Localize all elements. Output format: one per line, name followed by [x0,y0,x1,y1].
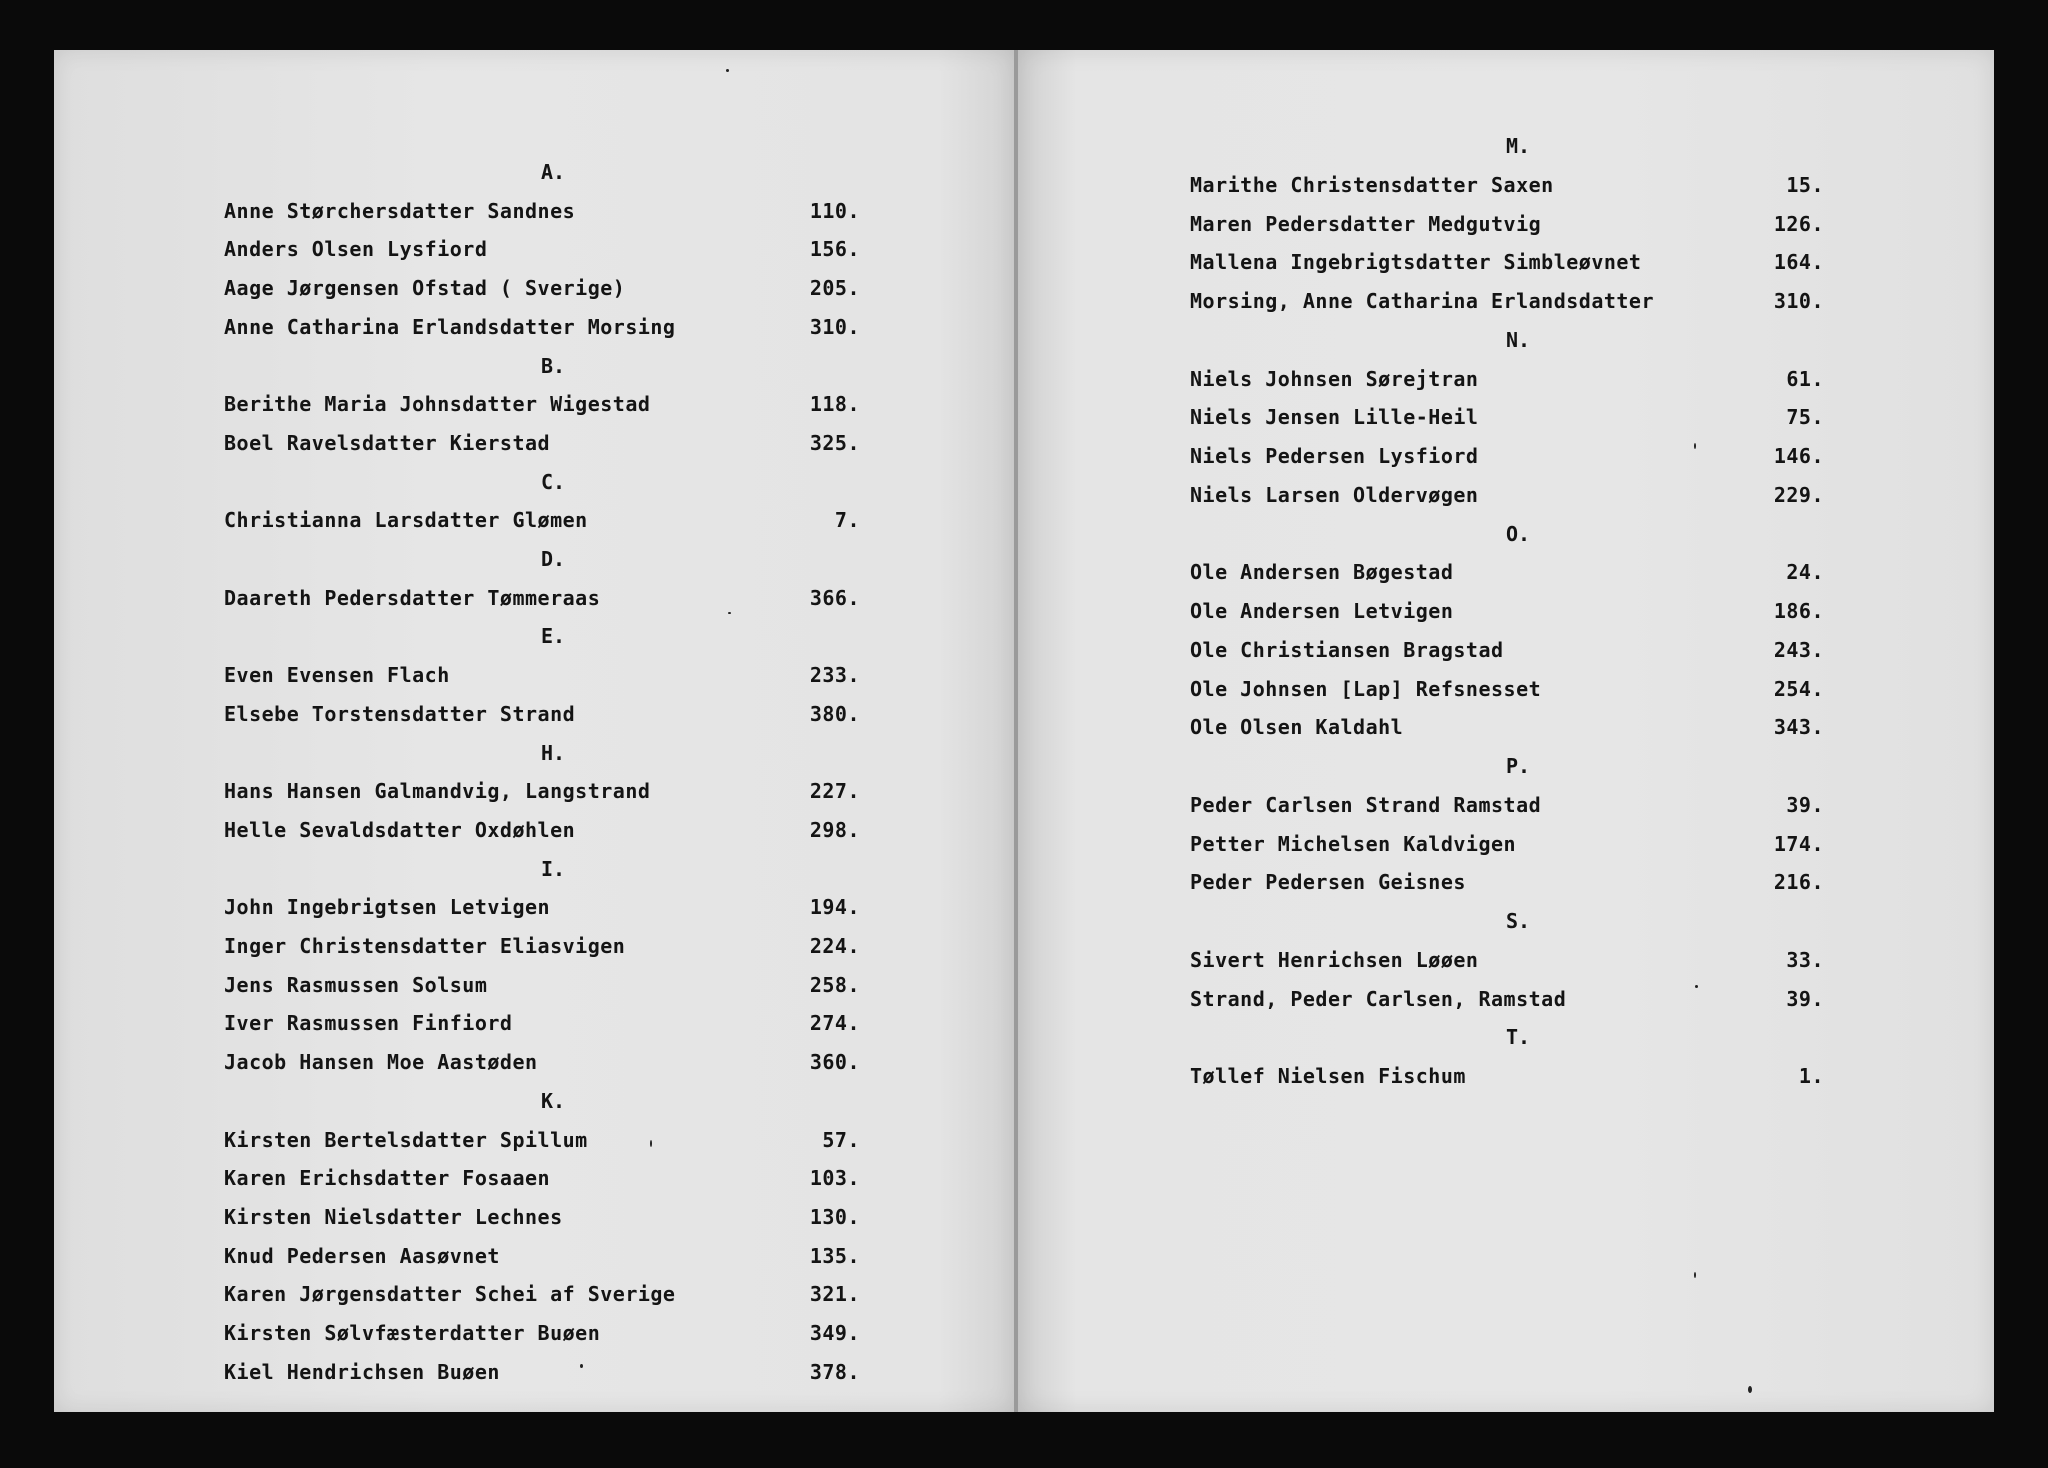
entry-name: Jens Rasmussen Solsum [224,972,488,997]
entry-page-number: 310. [1773,289,1824,313]
entry-page-number: 7. [834,508,860,533]
section-letter: O. [1505,521,1531,546]
index-entry [224,695,860,734]
entry-page-number: 126. [1773,211,1824,236]
dust-speck [1695,985,1698,988]
entry-name: Christianna Larsdatter Glømen [224,508,588,533]
entry-page-number: 15. [1786,172,1824,197]
index-entry [1190,941,1824,980]
index-entry [224,424,860,463]
entry-name: Even Evensen Flach [224,663,450,688]
index-entry [1190,282,1824,321]
entry-name: Morsing, Anne Catharina Erlandsdatter [1190,289,1655,313]
index-entry [224,1353,860,1392]
entry-name: Anne Størchersdatter Sandnes [224,198,576,223]
dust-speck [728,612,731,614]
entry-page-number: 380. [809,701,860,726]
entry-page-number: 33. [1786,947,1824,972]
entry-name: Kiel Hendrichsen Buøen [224,1359,500,1384]
index-entry [224,1004,860,1043]
index-entry [1190,592,1824,631]
index-entry [1190,360,1824,399]
entry-name: Kirsten Sølvfæsterdatter Buøen [224,1321,601,1345]
index-entry [224,1198,860,1237]
index-entry [1190,631,1824,670]
entry-name: Niels Larsen Oldervøgen [1190,482,1479,507]
section-letter: K. [540,1088,566,1113]
section-letter: C. [540,469,566,494]
entry-page-number: 254. [1773,676,1824,701]
section-letter: T. [1505,1025,1531,1050]
right-index-list [1018,50,1994,1412]
entry-name: Kirsten Bertelsdatter Spillum [224,1127,588,1152]
entry-page-number: 1. [1798,1064,1824,1088]
entry-page-number: 57. [822,1127,860,1152]
entry-page-number: 24. [1786,560,1824,585]
index-entry [224,888,860,927]
section-letter: E. [540,624,566,649]
dust-speck [1748,1386,1752,1393]
entry-name: Sivert Henrichsen Løøen [1190,947,1479,972]
entry-page-number: 229. [1773,482,1824,507]
entry-name: Ole Olsen Kaldahl [1190,715,1404,740]
index-entry [224,772,860,811]
index-entry [1190,243,1824,282]
entry-page-number: 243. [1773,637,1824,662]
entry-name: Karen Erichsdatter Fosaaen [224,1166,551,1191]
index-entry [224,656,860,695]
index-entry [224,927,860,966]
entry-name: Mallena Ingebrigtsdatter Simbleøvnet [1190,250,1642,275]
left-page [54,50,1015,1412]
index-entry [1190,670,1824,709]
index-entry [224,269,860,308]
entry-name: Niels Johnsen Sørejtran [1190,366,1479,391]
entry-name: Tøllef Nielsen Fischum [1190,1064,1466,1088]
entry-page-number: 103. [809,1166,860,1191]
entry-page-number: 61. [1786,366,1824,391]
index-entry [1190,437,1824,476]
index-entry [224,1314,860,1353]
entry-name: Niels Pedersen Lysfiord [1190,444,1479,468]
index-entry [1190,1057,1824,1096]
section-letter: H. [540,740,566,765]
section-letter: M. [1505,134,1531,158]
index-entry [224,385,860,424]
entry-page-number: 378. [809,1359,860,1384]
index-entry [1190,166,1824,205]
index-entry [224,308,860,347]
entry-name: Peder Pedersen Geisnes [1190,870,1466,895]
entry-name: Daareth Pedersdatter Tømmeraas [224,585,601,610]
entry-name: Inger Christensdatter Eliasvigen [224,934,626,958]
index-entry [1190,825,1824,864]
index-entry [224,1159,860,1198]
entry-page-number: 310. [809,314,860,339]
index-entry [1190,863,1824,902]
entry-page-number: 156. [809,237,860,262]
entry-name: Peder Carlsen Strand Ramstad [1190,792,1542,817]
dust-speck [650,1140,652,1147]
entry-page-number: 130. [809,1204,860,1229]
entry-page-number: 274. [809,1011,860,1036]
index-entry [224,811,860,850]
index-entry [224,579,860,618]
index-entry [224,966,860,1005]
entry-name: Boel Ravelsdatter Kierstad [224,430,551,455]
entry-page-number: 135. [809,1243,860,1268]
entry-page-number: 321. [809,1282,860,1307]
right-page [1018,50,1994,1412]
entry-name: Ole Andersen Letvigen [1190,599,1454,623]
section-letter: D. [540,547,566,571]
entry-name: Hans Hansen Galmandvig, Langstrand [224,779,651,804]
index-entry [1190,708,1824,747]
entry-name: Strand, Peder Carlsen, Ramstad [1190,986,1567,1011]
entry-name: John Ingebrigtsen Letvigen [224,895,551,920]
entry-page-number: 186. [1773,599,1824,623]
entry-name: Kirsten Nielsdatter Lechnes [224,1204,563,1229]
entry-page-number: 39. [1786,792,1824,817]
entry-name: Maren Pedersdatter Medgutvig [1190,211,1542,236]
entry-page-number: 366. [809,585,860,610]
entry-name: Ole Andersen Bøgestad [1190,560,1454,585]
left-index-list [54,50,1015,1412]
index-entry [224,192,860,231]
entry-page-number: 360. [809,1050,860,1075]
entry-page-number: 233. [809,663,860,688]
dust-speck [1694,443,1696,449]
entry-page-number: 39. [1786,986,1824,1011]
entry-name: Helle Sevaldsdatter Oxdøhlen [224,817,576,842]
entry-name: Petter Michelsen Kaldvigen [1190,831,1517,856]
entry-name: Anne Catharina Erlandsdatter Morsing [224,314,676,339]
section-letter: P. [1505,754,1531,778]
entry-page-number: 227. [809,779,860,804]
index-entry [1190,476,1824,515]
entry-name: Knud Pedersen Aasøvnet [224,1243,500,1268]
entry-name: Jacob Hansen Moe Aastøden [224,1050,538,1075]
entry-name: Elsebe Torstensdatter Strand [224,701,576,726]
index-entry [224,1043,860,1082]
dust-speck [1694,1272,1696,1278]
entry-page-number: 164. [1773,250,1824,275]
dust-speck [580,1364,583,1368]
entry-name: Iver Rasmussen Finfiord [224,1011,513,1036]
section-letter: N. [1505,327,1531,352]
dust-speck [726,69,729,72]
entry-page-number: 343. [1773,715,1824,740]
entry-page-number: 325. [809,430,860,455]
entry-name: Anders Olsen Lysfiord [224,237,488,262]
section-letter: S. [1505,909,1531,933]
entry-page-number: 224. [809,934,860,958]
index-entry [1190,553,1824,592]
entry-page-number: 174. [1773,831,1824,856]
section-letter: B. [540,353,566,378]
index-entry [224,1275,860,1314]
entry-name: Ole Christiansen Bragstad [1190,637,1504,662]
entry-page-number: 205. [809,276,860,301]
entry-name: Karen Jørgensdatter Schei af Sverige [224,1282,676,1307]
entry-name: Marithe Christensdatter Saxen [1190,172,1554,197]
entry-page-number: 298. [809,817,860,842]
entry-page-number: 349. [809,1321,860,1345]
entry-page-number: 194. [809,895,860,920]
entry-page-number: 146. [1773,444,1824,468]
index-entry [224,501,860,540]
section-letter: I. [540,856,566,881]
entry-page-number: 216. [1773,870,1824,895]
index-entry [224,1121,860,1160]
index-entry [1190,786,1824,825]
entry-name: Ole Johnsen [Lap] Refsnesset [1190,676,1542,701]
index-entry [224,1237,860,1276]
entry-name: Berithe Maria Johnsdatter Wigestad [224,392,651,417]
entry-page-number: 258. [809,972,860,997]
entry-page-number: 75. [1786,405,1824,430]
entry-name: Aage Jørgensen Ofstad ( Sverige) [224,276,626,301]
index-entry [1190,980,1824,1019]
index-entry [1190,205,1824,244]
entry-name: Niels Jensen Lille-Heil [1190,405,1479,430]
index-entry [1190,398,1824,437]
entry-page-number: 118. [809,392,860,417]
section-letter: A. [540,160,566,184]
index-entry [224,230,860,269]
entry-page-number: 110. [809,198,860,223]
